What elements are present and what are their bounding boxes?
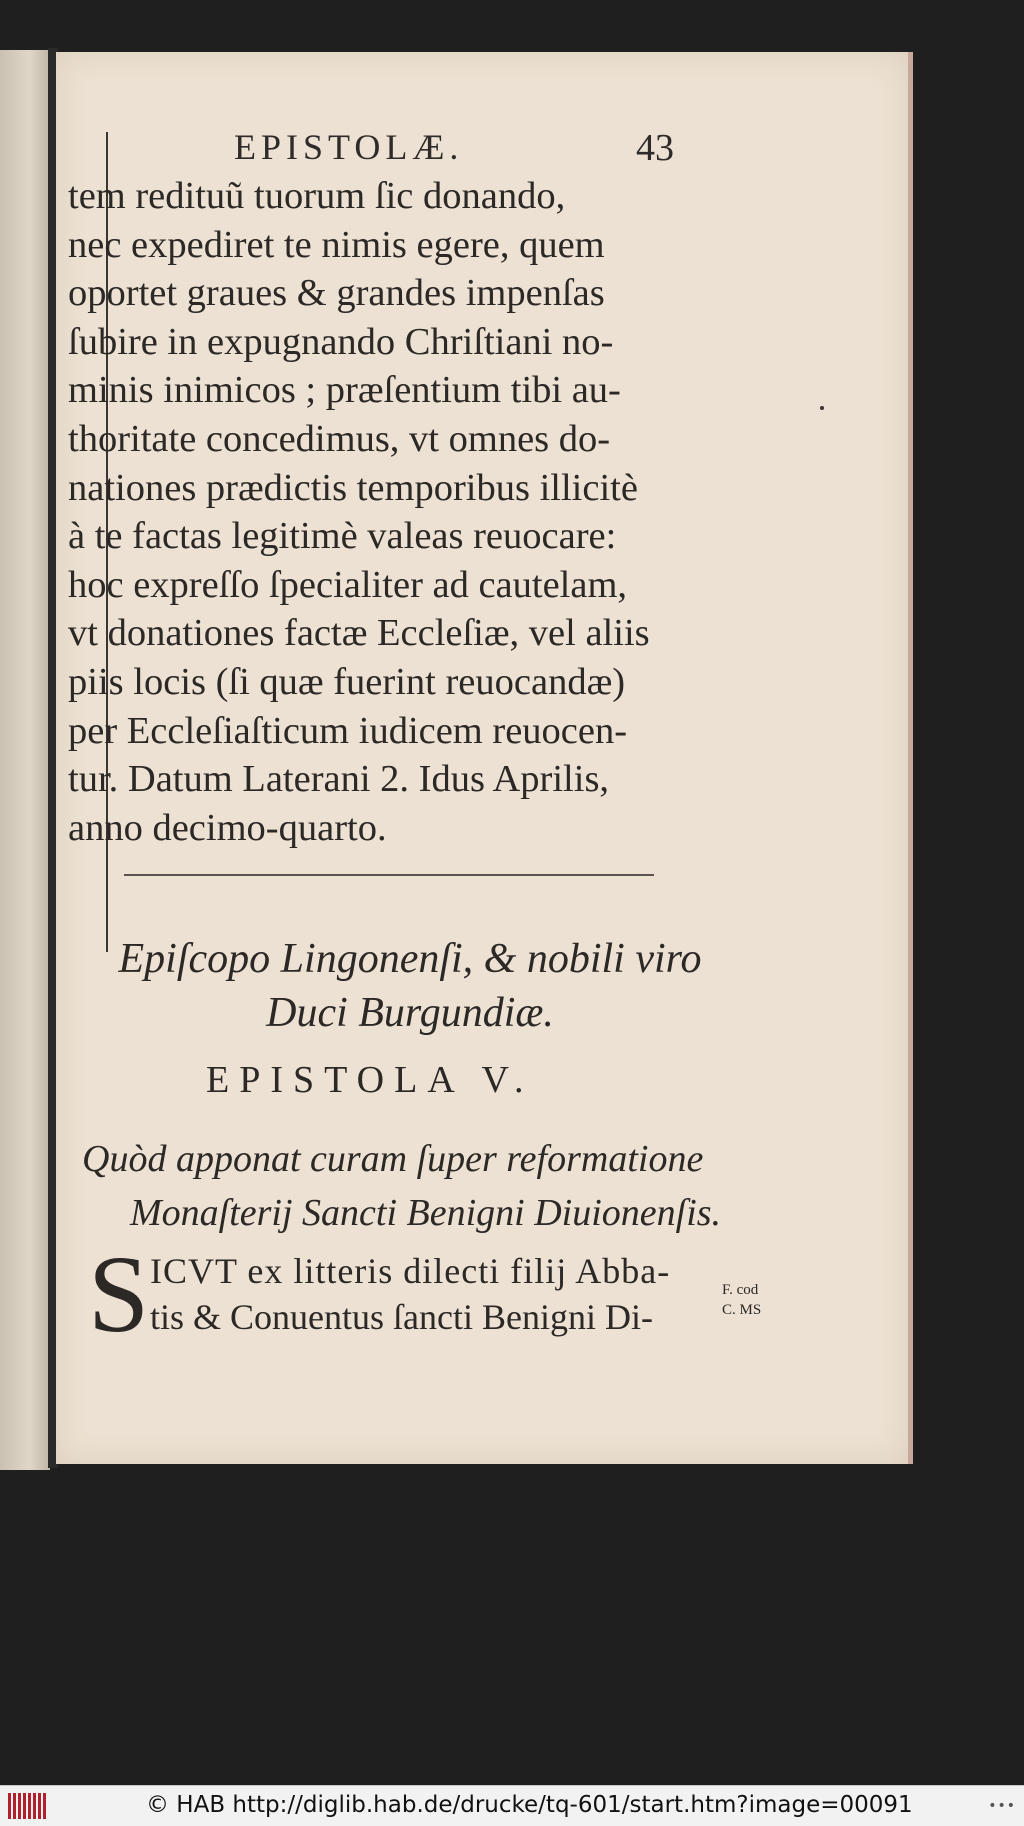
body-line: ſubire in expugnando Chriſtiani no-	[68, 320, 614, 363]
body-line: tem redituũ tuorum ſic donando,	[68, 175, 566, 217]
summary-line: Monaſterij Sancti Benigni Diuionenſis.	[130, 1192, 722, 1234]
body-line: per Eccleſiaſticum iudicem reuocen-	[68, 709, 628, 752]
running-title: EPISTOLÆ.	[234, 127, 464, 167]
body-line: anno decimo-quarto.	[68, 806, 387, 849]
letter-summary	[80, 1132, 760, 1240]
body-line: tur. Datum Laterani 2. Idus Aprilis,	[68, 758, 610, 801]
body-line: à te factas legitimè valeas reuocare:	[68, 515, 617, 558]
body-line: nationes prædictis temporibus illicitè	[68, 466, 638, 509]
opening-line: ICVT ex litteris dilecti filij Abba-	[150, 1251, 671, 1291]
margin-note-line: F. cod	[722, 1282, 759, 1298]
more-icon[interactable]: •••	[988, 1798, 1016, 1814]
book-page	[56, 52, 913, 1464]
status-bar	[0, 1785, 1024, 1826]
letter-address	[80, 932, 740, 1040]
body-text	[68, 172, 708, 852]
drop-cap: S	[88, 1233, 150, 1355]
hab-logo-icon	[8, 1793, 48, 1819]
address-line: Duci Burgundiæ.	[266, 990, 554, 1036]
paper-speck	[820, 406, 824, 410]
letter-heading: EPISTOLA V.	[206, 1059, 534, 1101]
section-divider	[124, 874, 654, 876]
facing-page-edge	[0, 50, 50, 1470]
body-line: vt donationes factæ Eccleſiæ, vel aliis	[68, 612, 650, 655]
body-line: thoritate concedimus, vt omnes do-	[68, 417, 611, 460]
margin-note	[722, 1280, 761, 1320]
body-line: oportet graues & grandes impenſas	[68, 272, 605, 315]
opening-line: tis & Conuentus ſancti Benigni Di-	[150, 1297, 653, 1337]
body-line: minis inimicos ; præſentium tibi au-	[68, 369, 621, 412]
body-line: nec expediret te nimis egere, quem	[68, 223, 605, 266]
page-number: 43	[636, 127, 674, 169]
body-line: hoc expreſſo ſpecialiter ad cautelam,	[68, 563, 628, 606]
summary-line: Quòd apponat curam ſuper reformatione	[82, 1138, 704, 1180]
image-credit-link[interactable]: © HAB http://diglib.hab.de/drucke/tq-601/start.htm?image=00091	[146, 1792, 913, 1818]
address-line: Epiſcopo Lingonenſi, & nobili viro	[118, 936, 702, 982]
body-line: piis locis (ſi quæ fuerint reuocandæ)	[68, 660, 626, 703]
margin-note-line: C. MS	[722, 1302, 762, 1318]
